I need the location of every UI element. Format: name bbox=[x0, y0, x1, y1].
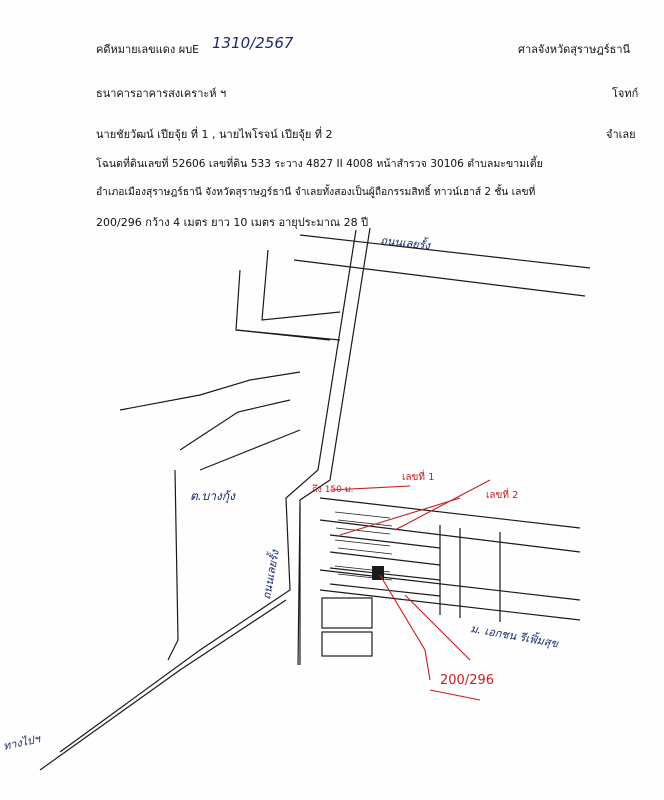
house-number-label: 200/296 bbox=[440, 673, 495, 688]
distance-note: ถึง 150 ม. bbox=[312, 485, 354, 495]
village-label: ม. เอกชน รีเฟิ้มสุข bbox=[469, 622, 560, 651]
area-left-label: ต.บางกุ้ง bbox=[190, 489, 235, 503]
property-line-2: อำเภอเมืองสุราษฎร์ธานี จังหวัดสุราษฎร์ธานี จำเลยทั้งสองเป็นผู้ถือกรรมสิทธิ์ ทาวน์เฮาส์ 2 ชั้น เลขที่ bbox=[96, 186, 536, 198]
case-number-handwritten: 1310/2567 bbox=[212, 34, 294, 52]
main-road-label: ถนนเลยรั้ง bbox=[260, 549, 282, 601]
plaintiff-role: โจทก์ bbox=[612, 87, 639, 100]
property-line-1: โฉนดที่ดินเลขที่ 52606 เลขที่ดิน 533 ระวาง 4827 II 4008 หน้าสำรวจ 30106 ตำบลมะขามเตี้ย bbox=[96, 158, 543, 170]
house-note-2: เลขที่ 2 bbox=[486, 490, 519, 501]
property-line-3: 200/296 กว้าง 4 เมตร ยาว 10 เมตร อายุประมาณ 28 ปี bbox=[96, 216, 369, 229]
top-road-edge-2 bbox=[294, 260, 585, 296]
house-note-1: เลขที่ 1 bbox=[402, 472, 435, 483]
defendants-names: นายชัยวัฒน์ เปียจุ้ย ที่ 1 , นายไพโรจน์ เปียจุ้ย ที่ 2 bbox=[96, 128, 333, 141]
road-bottom-label: ทางไปฯ bbox=[1, 732, 42, 753]
defendant-role: จำเลย bbox=[606, 128, 636, 141]
top-road-label: ถนนเลยรั้ง bbox=[379, 234, 431, 253]
main-road-edge-3 bbox=[40, 600, 286, 770]
top-road-edge-1 bbox=[300, 235, 590, 268]
plaintiff-name: ธนาคารอาคารสงเคราะห์ ฯ bbox=[96, 87, 227, 100]
main-road-edge-1 bbox=[300, 228, 370, 665]
court-name: ศาลจังหวัดสุราษฎร์ธานี bbox=[518, 43, 631, 56]
case-label: คดีหมายเลขแดง ผบE bbox=[96, 43, 200, 56]
